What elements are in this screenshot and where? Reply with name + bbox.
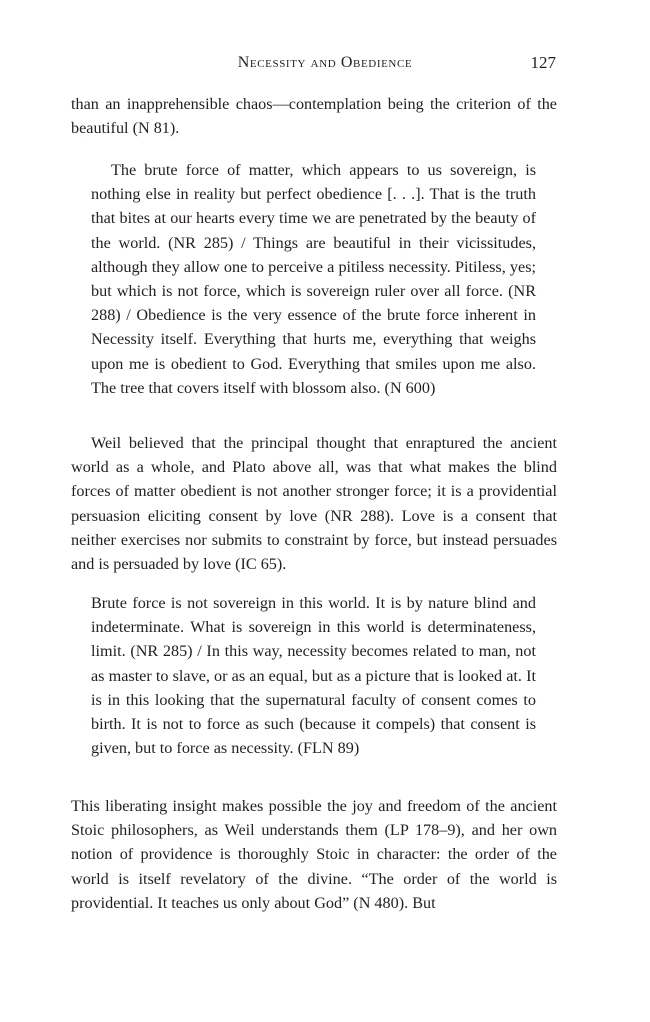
body-paragraph-continuation: than an inapprehensible chaos—contemplation being the criterion of the beautiful (N 81).	[71, 95, 557, 138]
body-paragraph-2: Weil believed that the principal thought that enraptured the ancient world as a whole, and Plato above all, was that what makes the blind forces of matter obedient is not another stronger force; it is a providential persuasion eliciting consent by love (NR 288). Love is a consent that neither exercises nor submits to constraint by force, but instead persuades and is persuaded by love (IC 65).	[71, 434, 557, 574]
body-paragraph-3: This liberating insight makes possible the joy and freedom of the ancient Stoic philosophers, as Weil understands them (LP 178–9), and her own notion of providence is thoroughly Stoic in character: the order of the world is itself revelatory of the divine. “The order of the world is providential. It teaches us only about God” (N 480). But	[71, 797, 557, 912]
block-quote-2: Brute force is not sovereign in this world. It is by nature blind and indeterminate. What is sovereign in this world is determinateness, limit. (NR 285) / In this way, necessity becomes related to man, not as master to slave, or as an equal, but as a picture that is looked at. It is in this looking that the supernatural faculty of consent comes to birth. It is not to force as such (because it compels) that consent is given, but to force as necessity. (FLN 89)	[91, 594, 536, 758]
running-title: Necessity and Obedience	[237, 54, 413, 71]
running-head	[0, 52, 650, 74]
block-quote-1: The brute force of matter, which appears to us sovereign, is nothing else in reality but perfect obedience [. . .]. That is the truth that bites at our hearts every time we are penetrated by the beauty of the world. (NR 285) / Things are beautiful in their vicissitudes, although they allow one to perceive a pitiless necessity. Pitiless, yes; but which is not force, which is sovereign ruler over all force. (NR 288) / Obedience is the very essence of the brute force inherent in Necessity itself. Everything that hurts me, everything that weighs upon me is obedient to God. Everything that smiles upon me also. The tree that covers itself with blossom also. (N 600)	[91, 161, 536, 397]
page-number: 127	[530, 53, 556, 72]
